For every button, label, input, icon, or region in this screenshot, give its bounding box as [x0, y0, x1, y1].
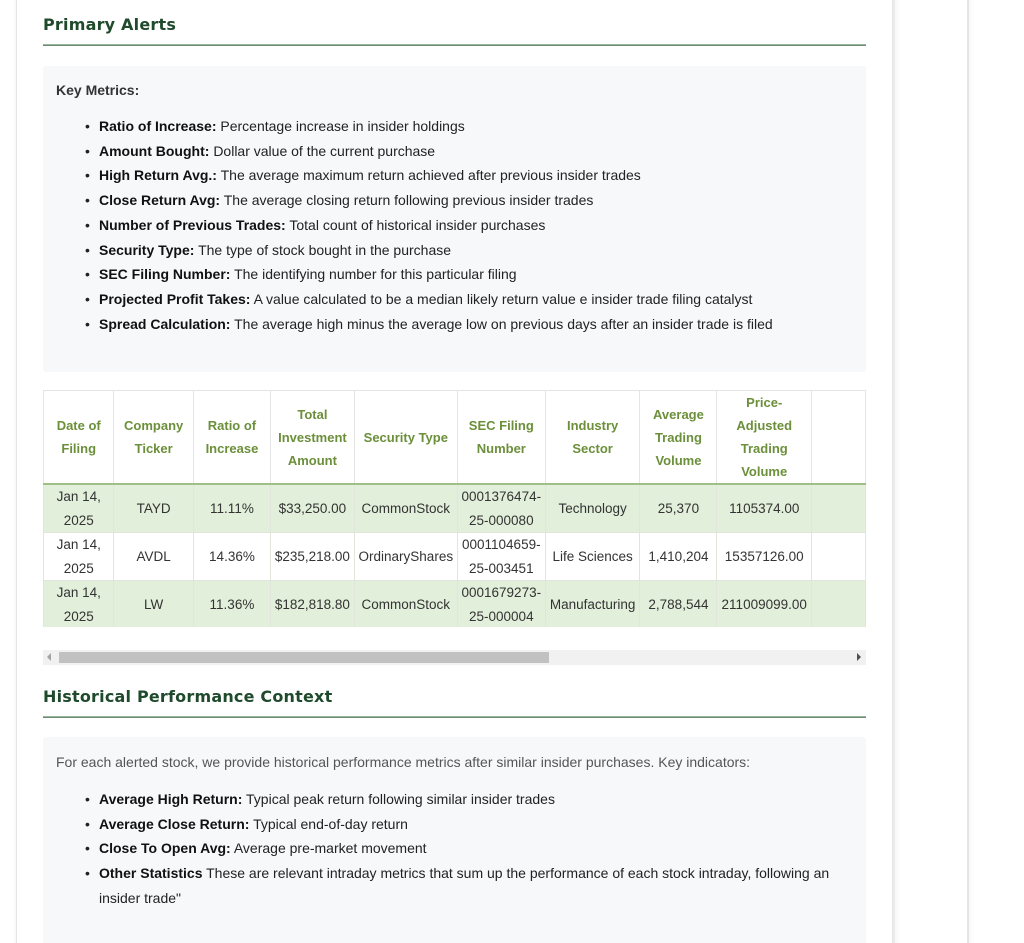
metric-desc: Total count of historical insider purchases: [289, 216, 546, 233]
cell-sec-filing: 0001376474-25-000080: [457, 484, 545, 533]
indicator-item: [99, 836, 842, 861]
metric-desc: The average maximum return achieved after previous insider trades: [220, 167, 641, 184]
indicator-term: Average High Return:: [99, 791, 243, 807]
side-panel: [893, 0, 969, 943]
cell-ratio: 14.36%: [193, 533, 270, 581]
cell-clipped: [812, 581, 866, 628]
key-metrics-list: [99, 114, 846, 336]
indicator-desc: Typical peak return following similar insider trades: [246, 791, 555, 807]
column-header-price-adj-volume[interactable]: Price-Adjusted Trading Volume: [717, 391, 812, 485]
metric-term: Ratio of Increase:: [99, 118, 217, 134]
table-horizontal-scrollbar[interactable]: [43, 650, 866, 665]
cell-clipped: [812, 533, 866, 581]
section-divider: [43, 716, 866, 718]
table-row: [44, 581, 866, 628]
cell-ticker: AVDL: [114, 533, 193, 581]
metric-desc: The average high minus the average low on previous days after an insider trade is filed: [234, 315, 773, 332]
cell-ticker: LW: [114, 581, 193, 628]
metric-term: Amount Bought:: [99, 142, 210, 159]
scroll-left-arrow-icon[interactable]: [47, 653, 51, 661]
table-header-row: [44, 391, 866, 485]
indicator-item: [99, 861, 842, 910]
historical-indicators-list: [99, 787, 842, 911]
cell-price-adj-volume: 15357126.00: [717, 533, 812, 581]
cell-price-adj-volume: 1105374.00: [717, 484, 812, 533]
key-metrics-heading: Key Metrics:: [56, 82, 140, 98]
cell-ratio: 11.36%: [193, 581, 270, 628]
indicator-term: Close To Open Avg:: [99, 840, 231, 857]
key-metric-item: [99, 238, 846, 263]
column-header-ratio[interactable]: Ratio of Increase: [193, 391, 270, 485]
key-metrics-box: [43, 66, 866, 372]
column-header-avg-volume[interactable]: Average Trading Volume: [640, 391, 717, 485]
cell-security-type: OrdinaryShares: [354, 533, 457, 581]
column-header-date[interactable]: Date of Filing: [44, 391, 114, 485]
indicator-term: Average Close Return:: [99, 815, 250, 832]
column-header-clipped: [812, 391, 866, 485]
cell-investment: $235,218.00: [271, 533, 355, 581]
column-header-sec-filing[interactable]: SEC Filing Number: [457, 391, 545, 485]
cell-security-type: CommonStock: [354, 581, 457, 628]
indicator-desc: These are relevant intraday metrics that sum up the performance of each stock intraday, following an insider trade": [99, 865, 830, 906]
key-metric-item: [99, 114, 846, 139]
key-metric-item: [99, 213, 846, 238]
cell-investment: $182,818.80: [271, 581, 355, 628]
cell-ratio: 11.11%: [193, 484, 270, 533]
table-row: [44, 533, 866, 581]
metric-desc: Percentage increase in insider holdings: [220, 118, 465, 134]
cell-avg-volume: 2,788,544: [640, 581, 717, 628]
key-metric-item: [99, 139, 846, 164]
key-metric-item: [99, 262, 846, 287]
cell-date: Jan 14, 2025: [44, 484, 114, 533]
indicator-item: [99, 787, 842, 812]
primary-alerts-section: [43, 15, 866, 46]
cell-security-type: CommonStock: [354, 484, 457, 533]
cell-investment: $33,250.00: [271, 484, 355, 533]
column-header-investment[interactable]: Total Investment Amount: [271, 391, 355, 485]
metric-term: Close Return Avg:: [99, 192, 221, 209]
cell-date: Jan 14, 2025: [44, 533, 114, 581]
column-header-sector[interactable]: Industry Sector: [545, 391, 640, 485]
scrollbar-thumb[interactable]: [59, 652, 549, 663]
cell-sector: Manufacturing: [545, 581, 640, 628]
metric-desc: The type of stock bought in the purchase: [198, 241, 452, 258]
section-title-historical: Historical Performance Context: [43, 687, 333, 706]
metric-desc: Dollar value of the current purchase: [213, 142, 436, 159]
scroll-right-arrow-icon[interactable]: [857, 653, 861, 661]
indicator-term: Other Statistics: [99, 865, 203, 882]
cell-sec-filing: 0001104659-25-003451: [457, 533, 545, 581]
cell-avg-volume: 25,370: [640, 484, 717, 533]
metric-term: Projected Profit Takes:: [99, 290, 251, 307]
key-metric-item: [99, 163, 846, 188]
indicator-desc: Average pre-market movement: [233, 840, 427, 857]
metric-term: High Return Avg.:: [99, 167, 217, 184]
cell-price-adj-volume: 211009099.00: [717, 581, 812, 628]
metric-desc: A value calculated to be a median likely return value e insider trade filing catalyst: [253, 290, 753, 307]
section-divider: [43, 44, 866, 46]
metric-term: Number of Previous Trades:: [99, 216, 286, 233]
indicator-desc: Typical end-of-day return: [253, 815, 408, 832]
metric-desc: The identifying number for this particular filing: [234, 266, 517, 283]
historical-section: [43, 687, 866, 718]
alerts-table: [43, 390, 866, 627]
section-title-primary-alerts: Primary Alerts: [43, 15, 177, 34]
column-header-ticker[interactable]: Company Ticker: [114, 391, 193, 485]
cell-ticker: TAYD: [114, 484, 193, 533]
historical-box: [43, 737, 866, 943]
cell-sec-filing: 0001679273-25-000004: [457, 581, 545, 628]
key-metric-item: [99, 287, 846, 312]
metric-term: SEC Filing Number:: [99, 266, 231, 283]
metric-term: Security Type:: [99, 241, 195, 258]
cell-avg-volume: 1,410,204: [640, 533, 717, 581]
table-row: [44, 484, 866, 533]
metric-desc: The average closing return following previous insider trades: [223, 192, 594, 209]
alerts-table-container[interactable]: [43, 390, 866, 627]
column-header-security-type[interactable]: Security Type: [354, 391, 457, 485]
historical-intro: For each alerted stock, we provide historical performance metrics after similar insider purchases. Key indicators:: [56, 754, 751, 770]
cell-sector: Technology: [545, 484, 640, 533]
cell-clipped: [812, 484, 866, 533]
cell-sector: Life Sciences: [545, 533, 640, 581]
key-metric-item: [99, 312, 846, 337]
cell-date: Jan 14, 2025: [44, 581, 114, 628]
key-metric-item: [99, 188, 846, 213]
metric-term: Spread Calculation:: [99, 315, 231, 332]
indicator-item: [99, 812, 842, 837]
